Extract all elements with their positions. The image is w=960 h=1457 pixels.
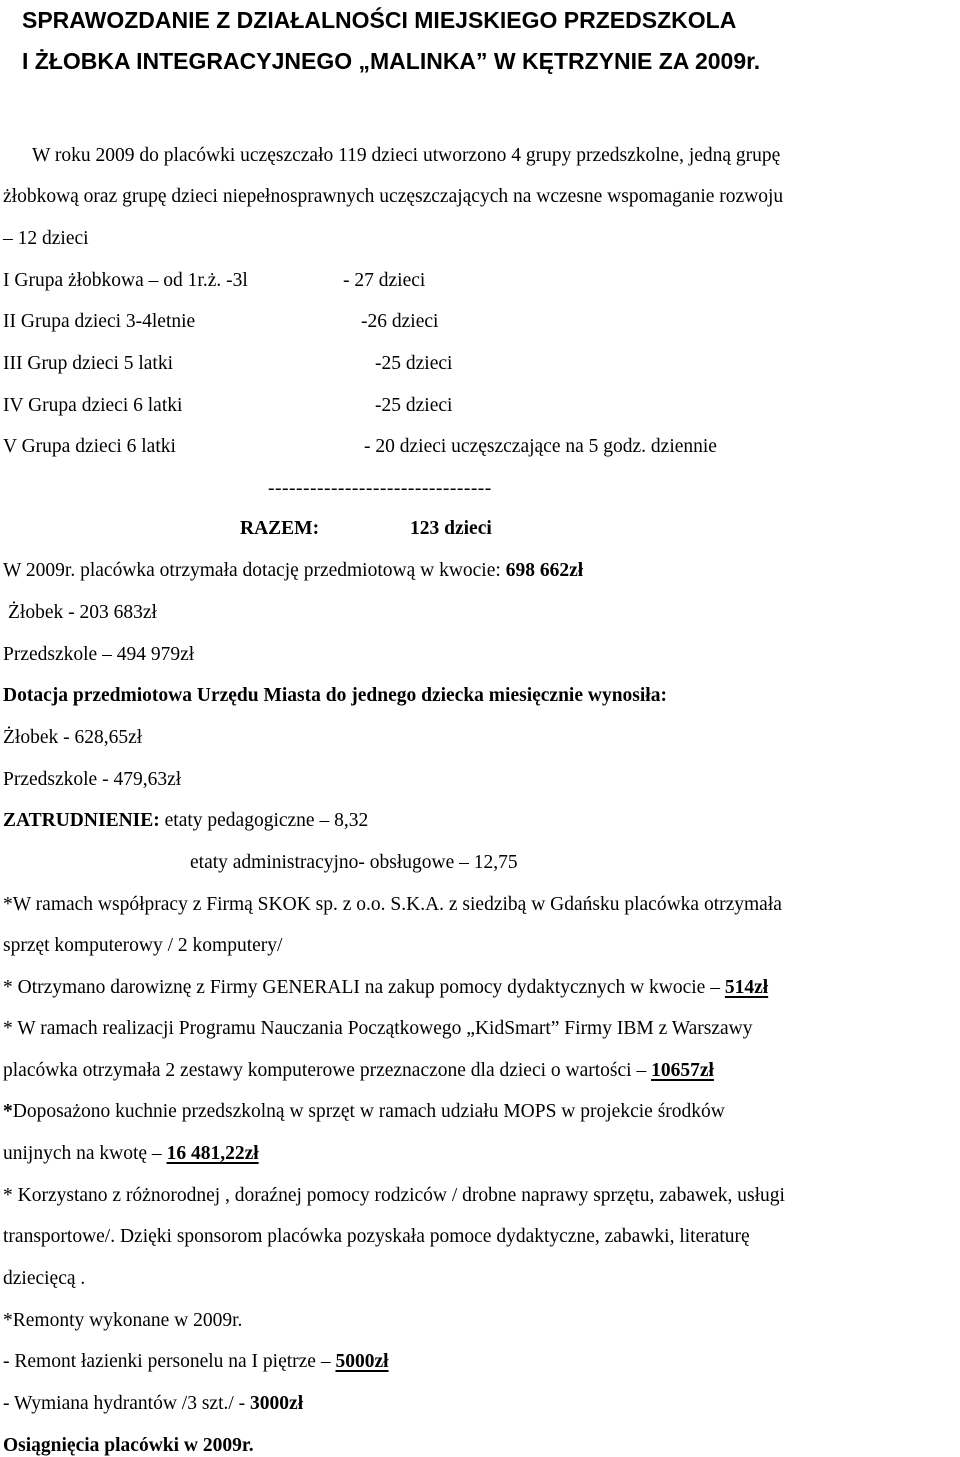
group-2-count: -26 dzieci <box>361 311 439 332</box>
employment-line <box>3 811 368 831</box>
per-child-zlobek: Żłobek - 628,65zł <box>3 727 143 748</box>
note-generali-text: * Otrzymano darowiznę z Firmy GENERALI na zakup pomocy dydaktycznych w kwocie – <box>3 977 725 998</box>
intro-line-3: – 12 dzieci <box>3 228 89 249</box>
note-mops-line-2 <box>3 1144 259 1164</box>
note-skok-line-2: sprzęt komputerowy / 2 komputery/ <box>3 935 283 956</box>
subsidy-line <box>3 561 583 581</box>
repairs-item-1-amount: 5000zł <box>335 1351 389 1372</box>
note-generali-amount: 514zł <box>724 977 769 998</box>
subsidy-amount: 698 662zł <box>505 560 584 581</box>
subsidy-text: W 2009r. placówka otrzymała dotację przedmiotową w kwocie: <box>3 560 506 581</box>
subsidy-zlobek: Żłobek - 203 683zł <box>8 602 157 623</box>
report-title-line-2: I ŻŁOBKA INTEGRACYJNEGO „MALINKA” W KĘTRZYNIE ZA 2009r. <box>22 48 761 74</box>
group-1-count: - 27 dzieci <box>343 270 426 291</box>
group-5-name: V Grupa dzieci 6 latki <box>3 436 176 457</box>
achievements-heading: Osiągnięcia placówki w 2009r. <box>3 1435 254 1456</box>
total-value: 123 dzieci <box>410 518 492 539</box>
employment-administrative: etaty administracyjno- obsługowe – 12,75 <box>190 852 518 873</box>
group-3-name: III Grup dzieci 5 latki <box>3 353 174 374</box>
group-2-name: II Grupa dzieci 3-4letnie <box>3 311 196 332</box>
subsidy-przedszkole: Przedszkole – 494 979zł <box>3 644 195 665</box>
note-mops-text-2: unijnych na kwotę – <box>3 1143 167 1164</box>
note-ibm-line-1: * W ramach realizacji Programu Nauczania Początkowego „KidSmart” Firmy IBM z Warszawy <box>3 1018 753 1039</box>
intro-line-1: W roku 2009 do placówki uczęszczało 119 dzieci utworzono 4 grupy przedszkolne, jedną grupę <box>32 145 781 166</box>
repairs-item-1-text: - Remont łazienki personelu na I piętrze – <box>3 1351 336 1372</box>
repairs-item-2-text: - Wymiana hydrantów /3 szt./ - <box>3 1393 251 1414</box>
note-help-line-1: * Korzystano z różnorodnej , doraźnej pomocy rodziców / drobne naprawy sprzętu, zabawek, usługi <box>3 1185 785 1206</box>
note-mops-line-1 <box>3 1102 725 1122</box>
note-ibm-amount: 10657zł <box>651 1060 714 1081</box>
note-ibm-line-2 <box>3 1061 714 1081</box>
group-5-count: - 20 dzieci uczęszczające na 5 godz. dziennie <box>364 436 717 457</box>
note-mops-star: * <box>3 1101 13 1122</box>
group-1-name: I Grupa żłobkowa – od 1r.ż. -3l <box>3 270 248 291</box>
note-skok-line-1: *W ramach współpracy z Firmą SKOK sp. z o.o. S.K.A. z siedzibą w Gdańsku placówka otrzymała <box>3 894 782 915</box>
repairs-heading: *Remonty wykonane w 2009r. <box>3 1310 243 1331</box>
note-mops-text-1: Doposażono kuchnie przedszkolną w sprzęt w ramach udziału MOPS w projekcie środków <box>12 1101 725 1122</box>
report-title-line-1: SPRAWOZDANIE Z DZIAŁALNOŚCI MIEJSKIEGO PRZEDSZKOLA <box>22 7 737 33</box>
repairs-item-2-amount: 3000zł <box>250 1393 304 1414</box>
intro-line-2: żłobkową oraz grupę dzieci niepełnosprawnych uczęszczających na wczesne wspomaganie rozwoju <box>3 186 784 207</box>
per-child-przedszkole: Przedszkole - 479,63zł <box>3 769 182 790</box>
employment-label: ZATRUDNIENIE: <box>3 810 160 831</box>
note-generali <box>3 978 768 998</box>
note-ibm-text: placówka otrzymała 2 zestawy komputerowe przeznaczone dla dzieci o wartości – <box>3 1060 652 1081</box>
per-child-heading: Dotacja przedmiotowa Urzędu Miasta do jednego dziecka miesięcznie wynosiła: <box>3 685 667 706</box>
group-3-count: -25 dzieci <box>375 353 453 374</box>
repairs-item-1 <box>3 1352 389 1372</box>
employment-pedagogical: etaty pedagogiczne – 8,32 <box>159 810 369 831</box>
group-4-name: IV Grupa dzieci 6 latki <box>3 395 183 416</box>
note-mops-amount: 16 481,22zł <box>166 1143 259 1164</box>
separator-line: -------------------------------- <box>268 478 492 499</box>
repairs-item-2 <box>3 1394 303 1414</box>
total-label: RAZEM: <box>240 518 320 539</box>
note-help-line-2: transportowe/. Dzięki sponsorom placówka pozyskała pomoce dydaktyczne, zabawki, literaturę <box>3 1226 750 1247</box>
group-4-count: -25 dzieci <box>375 395 453 416</box>
note-help-line-3: dziecięcą . <box>3 1268 86 1289</box>
